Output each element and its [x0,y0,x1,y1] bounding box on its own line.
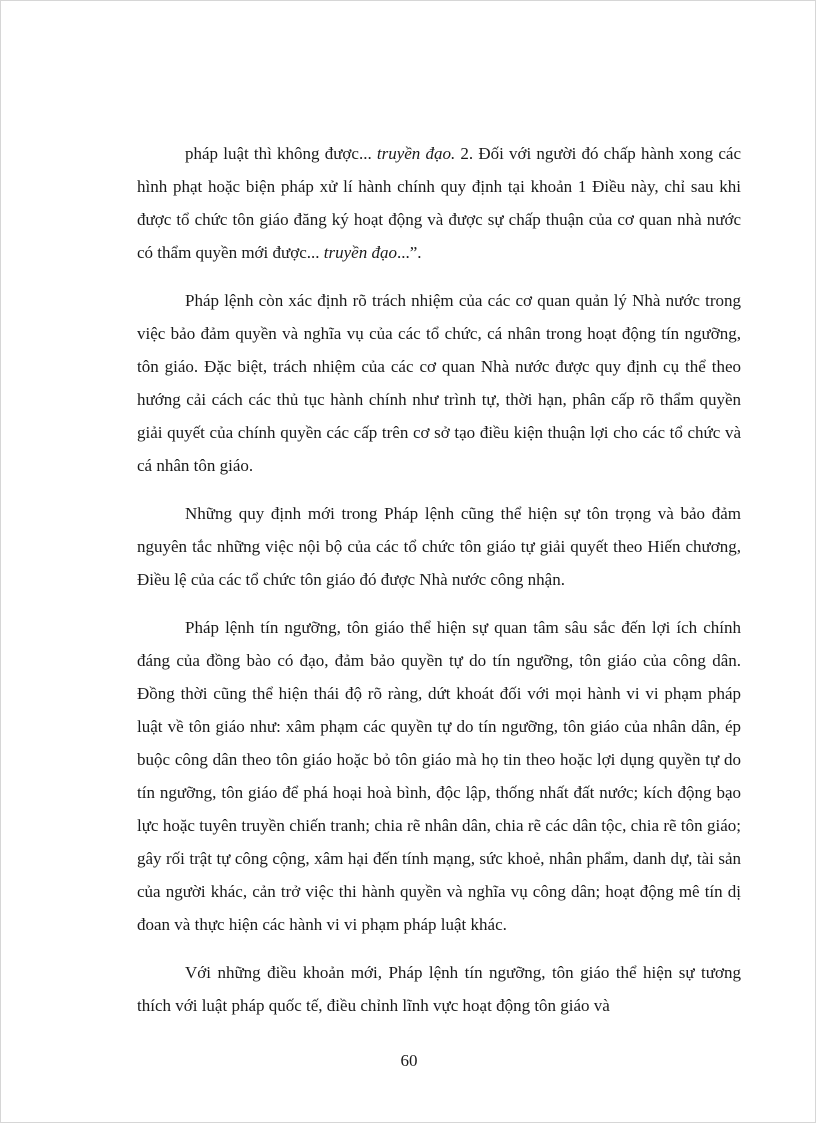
paragraph-4 [137,611,741,941]
paragraph-1 [137,137,741,269]
page-number: 60 [400,1051,418,1070]
text-segment: Pháp lệnh tín ngưỡng, tôn giáo thể hiện sự quan tâm sâu sắc đến lợi ích chính đáng của đồng bào có đạo, đảm bảo quyền tự do tín ngưỡng, tôn giáo của công dân. Đồng thời cũng thể hiện thái độ rõ ràng, dứt khoát đối với mọi hành vi vi phạm pháp luật về tôn giáo như: xâm phạm các quyền tự do tín ngưỡng, tôn giáo của nhân dân, ép buộc công dân theo tôn giáo hoặc bỏ tôn giáo mà họ tin theo hoặc lợi dụng quyền tự do tín ngưỡng, tôn giáo để phá hoại hoà bình, độc lập, thống nhất đất nước; kích động bạo lực hoặc tuyên truyền chiến tranh; chia rẽ nhân dân, chia rẽ các dân tộc, chia rẽ tôn giáo; gây rối trật tự công cộng, xâm hại đến tính mạng, sức khoẻ, nhân phẩm, danh dự, tài sản của người khác, cản trở việc thi hành quyền và nghĩa vụ công dân; hoạt động mê tín dị đoan và thực hiện các hành vi vi phạm pháp luật khác. [137,618,741,934]
text-segment: 2. Đối với người đó chấp hành xong các hình phạt hoặc biện pháp xử lí hành chính quy định tại khoản 1 Điều này, chỉ sau khi được tổ chức tôn giáo đăng ký hoạt động và được sự chấp thuận của cơ quan nhà nước có thẩm quyền mới được... [137,144,741,262]
document-body [137,137,741,1037]
paragraph-2 [137,284,741,482]
paragraph-5 [137,956,741,1022]
text-segment: Với những điều khoản mới, Pháp lệnh tín ngưỡng, tôn giáo thể hiện sự tương thích với luật pháp quốc tế, điều chỉnh lĩnh vực hoạt động tôn giáo và [137,963,741,1015]
text-segment: Pháp lệnh còn xác định rõ trách nhiệm của các cơ quan quản lý Nhà nước trong việc bảo đảm quyền và nghĩa vụ của các tổ chức, cá nhân trong hoạt động tín ngưỡng, tôn giáo. Đặc biệt, trách nhiệm của các cơ quan Nhà nước được quy định cụ thể theo hướng cải cách các thủ tục hành chính như trình tự, thời hạn, phân cấp rõ thẩm quyền giải quyết của chính quyền các cấp trên cơ sở tạo điều kiện thuận lợi cho các tổ chức và cá nhân tôn giáo. [137,291,741,475]
text-segment: ...”. [396,243,422,262]
text-segment: pháp luật thì không được... [185,144,377,163]
italic-segment: truyền đạo [323,243,397,262]
italic-segment: truyền đạo. [376,144,456,163]
paragraph-3 [137,497,741,596]
text-segment: Những quy định mới trong Pháp lệnh cũng thể hiện sự tôn trọng và bảo đảm nguyên tắc những việc nội bộ của các tổ chức tôn giáo tự giải quyết theo Hiến chương, Điều lệ của các tổ chức tôn giáo đó được Nhà nước công nhận. [137,504,741,589]
